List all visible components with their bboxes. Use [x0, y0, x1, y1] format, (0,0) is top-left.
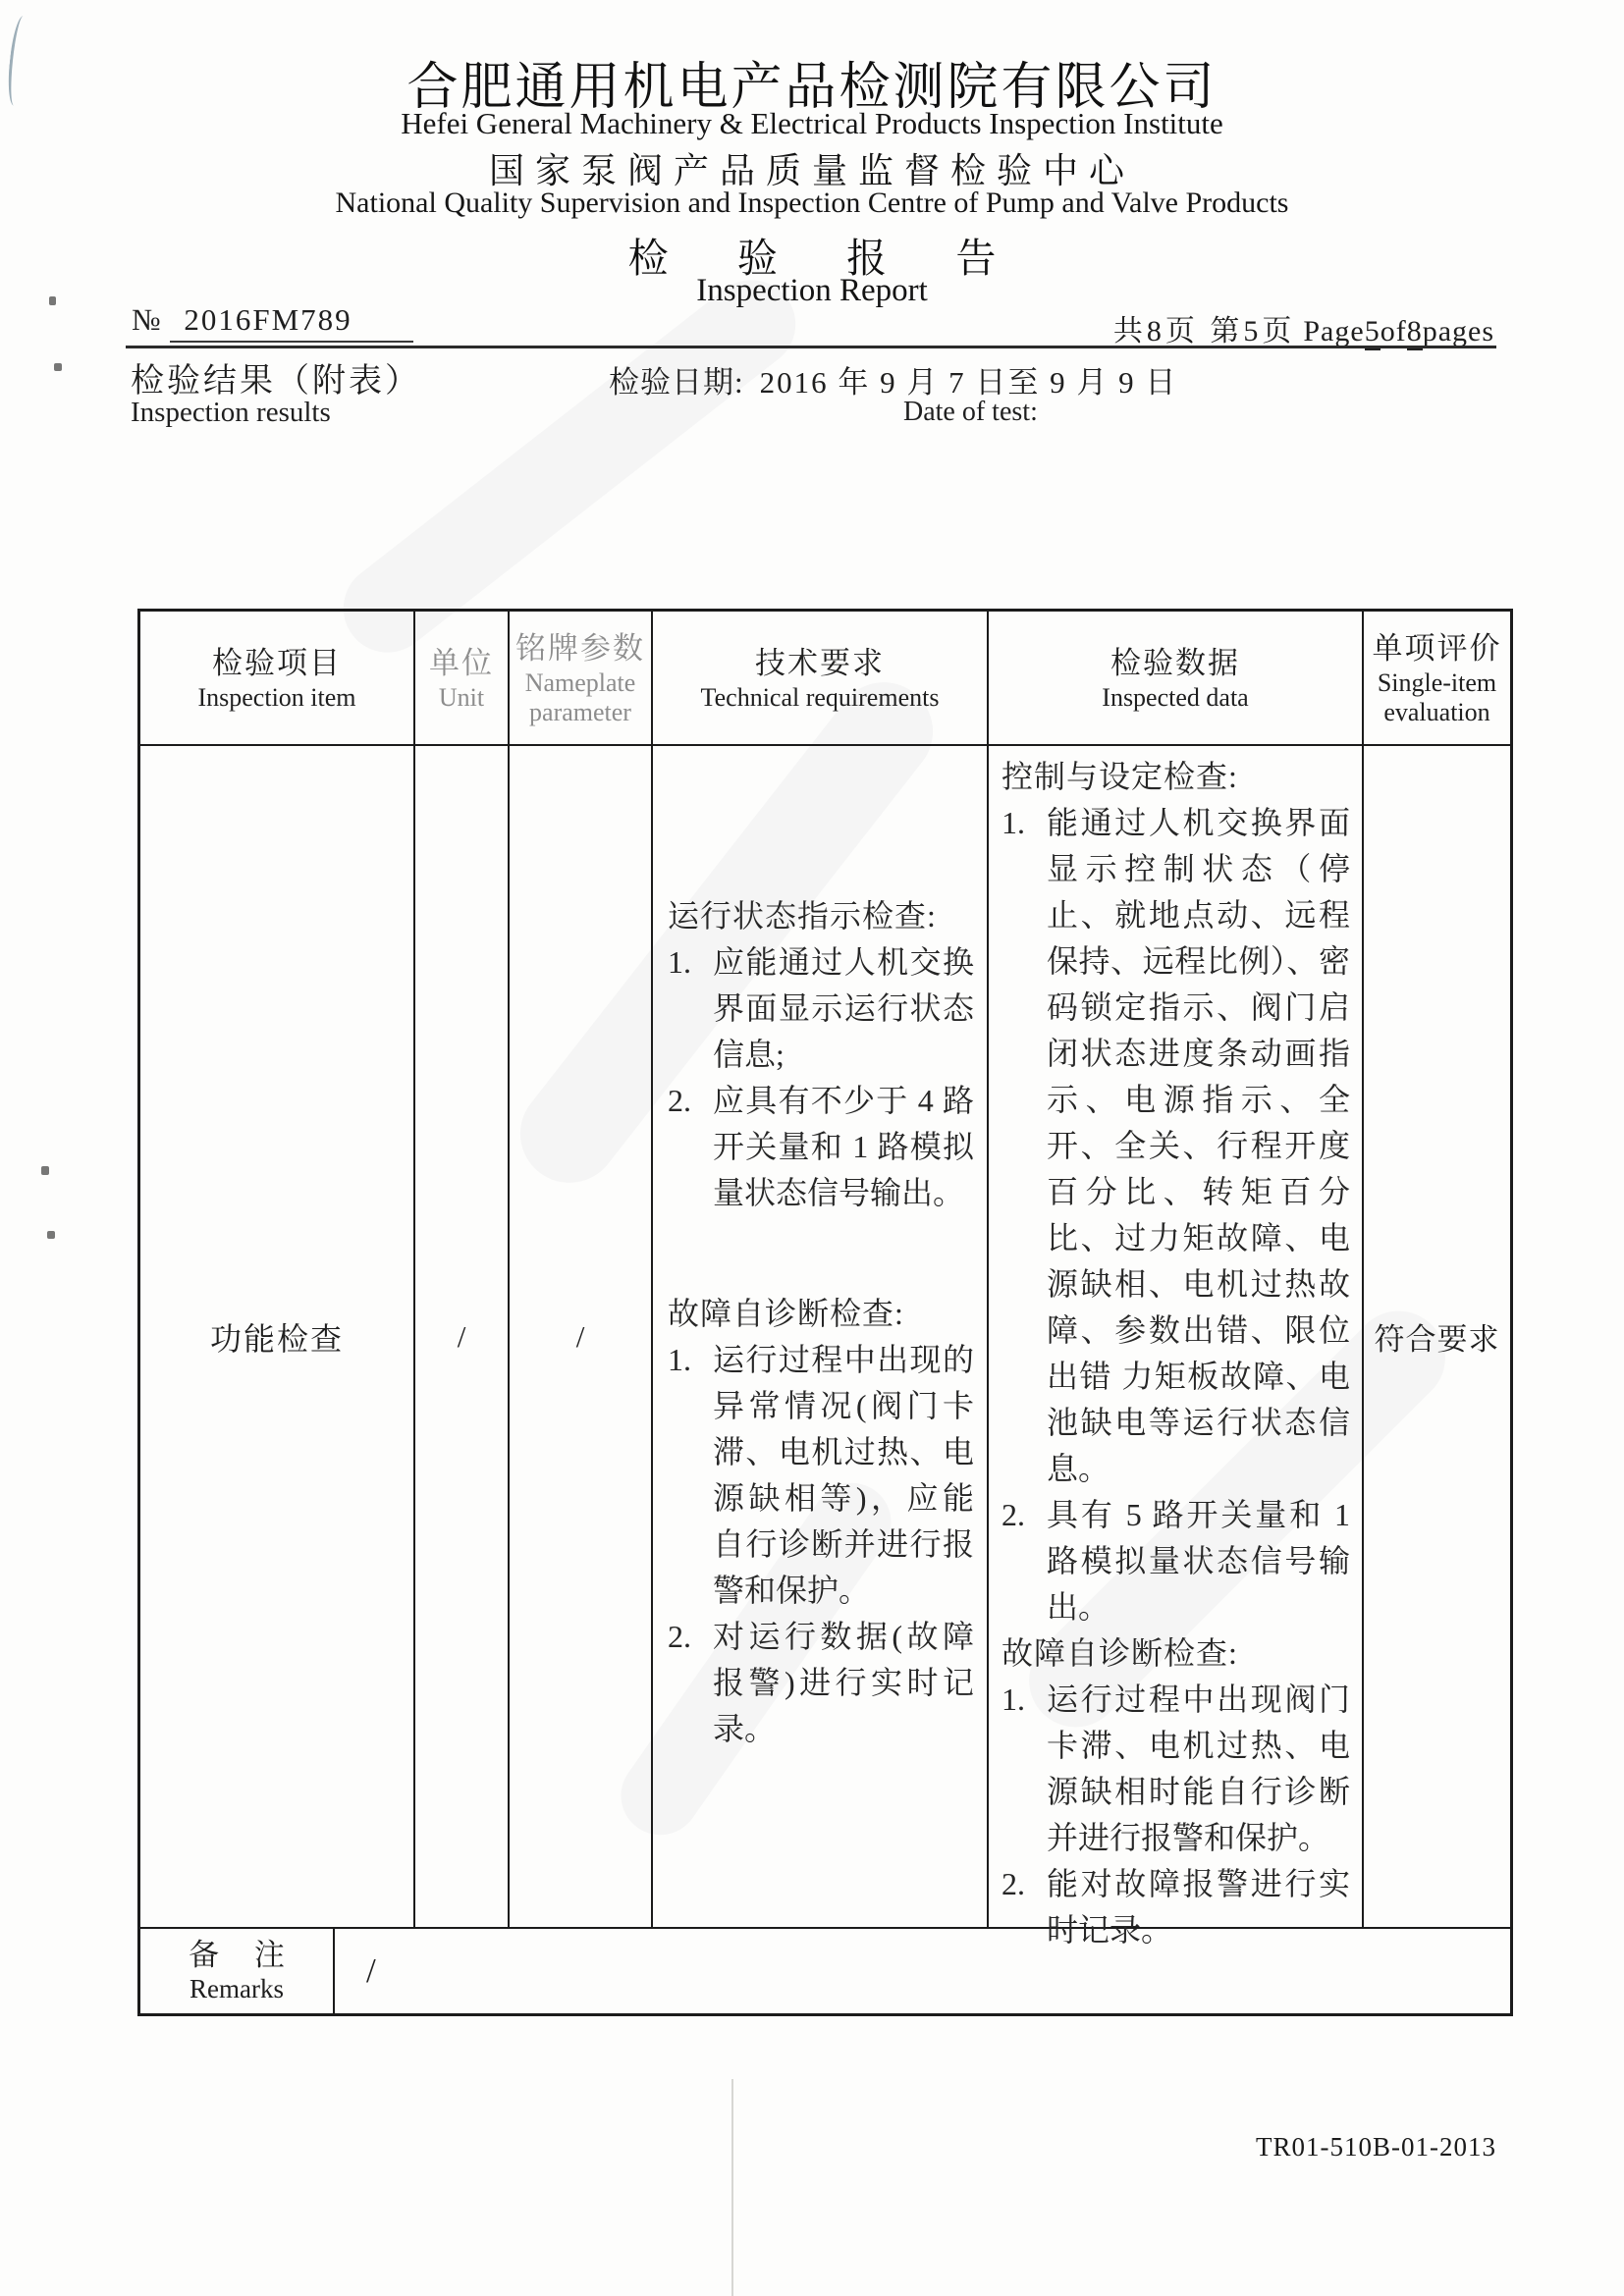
list-item-number: 1. [668, 1342, 691, 1377]
inspected-data-cell [987, 746, 1362, 1948]
list-item-number: 1. [668, 944, 691, 980]
header-en: Unit [438, 682, 485, 712]
report-number-line [132, 302, 413, 343]
unit-value: / [457, 1318, 466, 1354]
list-item [668, 939, 974, 1078]
no-symbol: № [132, 302, 163, 337]
list-item [1001, 1861, 1350, 1953]
list-item [1001, 800, 1350, 1492]
list-item-number: 1. [1001, 805, 1025, 840]
remarks-label-cell [140, 1929, 333, 2013]
list-item-text: 能通过人机交换界面显示控制状态（停止、就地点动、远程保持、远程比例）、密码锁定指示、阀门启闭状态进度条动画指示、电源指示、全开、全关、行程开度百分比、转矩百分比、过力矩故障、电源缺相、电机过热故障、参数出错、限位出错 力矩板故障、电池缺电等运行状态信息。 [1047, 805, 1350, 1486]
section-heading: 控制与设定检查: [1001, 759, 1238, 794]
results-label-en: Inspection results [131, 397, 331, 428]
table-header-row [140, 612, 1510, 744]
nameplate-parameter-cell [508, 746, 651, 1927]
date-value: 2016 年 9 月 7 日至 9 月 9 日 [759, 365, 1178, 400]
scan-artifact [41, 1166, 49, 1175]
report-title-en: Inspection Report [696, 273, 928, 308]
center-name-en: National Quality Supervision and Inspection Centre of Pump and Valve Products [335, 187, 1289, 219]
inspection-results-table [137, 609, 1513, 2016]
list-item-text: 应能通过人机交换界面显示运行状态信息; [713, 944, 974, 1072]
horizontal-rule [126, 346, 1496, 348]
inspection-item-cell [140, 746, 413, 1927]
list-item-number: 2. [1001, 1866, 1025, 1901]
list-item-text: 能对故障报警进行实时记录。 [1047, 1866, 1350, 1948]
header-cn: 技术要求 [755, 645, 885, 680]
list-item-text: 运行过程中出现的异常情况(阀门卡滞、电机过热、电源缺相等)，应能自行诊断并进行报警和保护。 [713, 1342, 974, 1608]
header-inspected-data [987, 612, 1362, 744]
report-title-cn: 检 验 报 告 [627, 236, 1026, 281]
header-single-item-evaluation [1362, 612, 1510, 744]
nameplate-value: / [575, 1318, 585, 1354]
date-label-en: Date of test: [903, 397, 1038, 427]
of-word: of [1380, 315, 1407, 347]
tech-req-section [668, 1291, 974, 1752]
list-item-text: 应具有不少于 4 路开关量和 1 路模拟量状态信号输出。 [713, 1083, 974, 1210]
header-inspection-item [140, 612, 413, 744]
header-en: Nameplate parameter [524, 667, 636, 726]
remarks-value-cell [333, 1929, 376, 2013]
pages-cn: 共8页 第5页 [1112, 315, 1296, 347]
tech-req-section [668, 893, 974, 1216]
header-cn: 铭牌参数 [515, 630, 645, 666]
list-item-text: 具有 5 路开关量和 1 路模拟量状态信号输出。 [1047, 1497, 1350, 1625]
results-label-cn: 检验结果（附表） [131, 363, 421, 400]
technical-requirements-cell [651, 746, 987, 1927]
header-en: Technical requirements [700, 682, 940, 712]
list-item [1001, 1492, 1350, 1630]
header-en: Inspection item [197, 682, 356, 712]
page-current: 5 [1365, 315, 1380, 350]
company-name-en: Hefei General Machinery & Electrical Products Inspection Institute [401, 106, 1223, 140]
center-name-cn: 国家泵阀产品质量监督检验中心 [488, 151, 1135, 190]
section-heading: 运行状态指示检查: [668, 898, 937, 934]
remarks-value: / [366, 1951, 376, 1990]
list-item-number: 2. [1001, 1497, 1025, 1532]
header-unit [413, 612, 508, 744]
header-nameplate-parameter [508, 612, 651, 744]
report-number: 2016FM789 [170, 302, 412, 343]
inspection-item-value: 功能检查 [209, 1320, 344, 1357]
section-heading: 故障自诊断检查: [668, 1296, 904, 1331]
date-label-cn: 检验日期: [609, 365, 744, 400]
section-heading: 故障自诊断检查: [1001, 1635, 1238, 1671]
page-indicator [1113, 306, 1494, 349]
list-item [1001, 1677, 1350, 1861]
list-item-text: 运行过程中出现阀门卡滞、电机过热、电源缺相时能自行诊断并进行报警和保护。 [1047, 1682, 1350, 1855]
list-item [668, 1078, 974, 1216]
list-item-number: 2. [668, 1083, 691, 1118]
list-item-number: 1. [1001, 1682, 1025, 1717]
remarks-label-en: Remarks [189, 1974, 284, 2003]
header-technical-requirements [651, 612, 987, 744]
table-data-row [140, 744, 1510, 1948]
evaluation-cell [1362, 746, 1510, 1927]
list-item [668, 1614, 974, 1752]
scan-artifact [731, 2079, 733, 2296]
inspected-data-section [1001, 754, 1350, 1630]
unit-cell [413, 746, 508, 1927]
page-word: Page [1303, 315, 1365, 347]
list-item [668, 1337, 974, 1614]
list-item-text: 对运行数据(故障报警)进行实时记录。 [713, 1619, 974, 1746]
header-cn: 单项评价 [1372, 630, 1502, 666]
company-name-cn: 合肥通用机电产品检测院有限公司 [406, 60, 1218, 116]
header-cn: 检验项目 [212, 645, 342, 680]
evaluation-value: 符合要求 [1374, 1322, 1500, 1357]
page-total: 8 [1407, 315, 1423, 350]
remarks-label-cn: 备 注 [189, 1938, 298, 1972]
scan-artifact [47, 1231, 55, 1239]
scan-artifact [54, 363, 62, 371]
header-en: Single-item evaluation [1377, 667, 1497, 726]
test-date-line [609, 357, 1177, 401]
pages-word: pages [1422, 315, 1494, 347]
header-cn: 检验数据 [1110, 645, 1240, 680]
header-en: Inspected data [1102, 682, 1249, 712]
header-cn: 单位 [429, 645, 494, 680]
inspected-data-section [1001, 1630, 1350, 1953]
list-item-number: 2. [668, 1619, 691, 1654]
form-code: TR01-510B-01-2013 [1256, 2132, 1496, 2162]
